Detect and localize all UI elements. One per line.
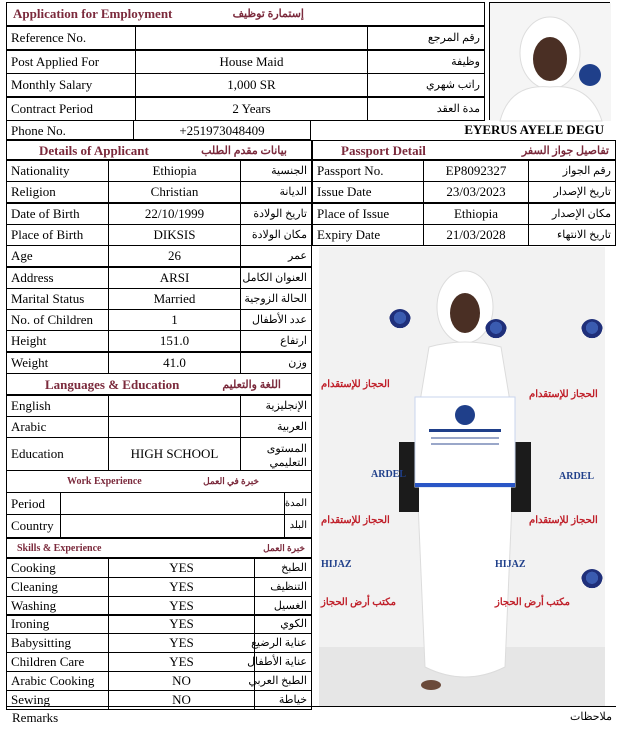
company-logo-icon <box>389 309 411 331</box>
row-label-arabic: تاريخ الانتهاء <box>528 224 616 246</box>
row-label-arabic: الإنجليزية <box>240 395 312 417</box>
work-section-title: Work Experience <box>67 476 142 487</box>
row-label-arabic: تاريخ الولادة <box>240 203 312 225</box>
languages-section-title-arabic: اللغة والتعليم <box>222 379 281 391</box>
company-logo-icon <box>581 569 603 591</box>
row-value: ARSI <box>108 267 241 289</box>
row-label-arabic: التنظيف <box>254 577 312 597</box>
work-section-header <box>6 470 312 492</box>
row-label: Marital Status <box>6 288 109 310</box>
row-value: 22/10/1999 <box>108 203 241 225</box>
row-value: Christian <box>108 181 241 203</box>
applicant-full-photo <box>319 247 605 706</box>
row-label: Children Care <box>6 652 109 672</box>
row-value: NO <box>108 690 255 710</box>
row-label-arabic: مكان الولادة <box>240 224 312 246</box>
row-label-arabic: المستوى التعليمي <box>240 437 312 471</box>
row-value <box>135 26 368 50</box>
phone-value: +251973048409 <box>133 120 311 140</box>
form-title: Application for Employment <box>13 6 173 21</box>
applicant-section-title-arabic: بيانات مقدم الطلب <box>201 145 287 157</box>
row-label: Cooking <box>6 558 109 578</box>
languages-section-header <box>6 373 312 395</box>
row-value <box>108 416 241 438</box>
row-label-arabic: عناية الأطفال <box>254 652 312 672</box>
header-bar <box>6 2 485 26</box>
row-label-arabic: وزن <box>240 352 312 374</box>
banner-text-arabic: الحجاز للإستقدام <box>321 379 390 390</box>
row-label-arabic: عناية الرضيع <box>254 633 312 653</box>
banner-text-office-arabic: مكتب أرض الحجاز <box>321 597 397 608</box>
row-label: Reference No. <box>6 26 136 50</box>
row-label-arabic: راتب شهري <box>367 73 485 97</box>
row-value: YES <box>108 614 255 634</box>
row-label: Arabic <box>6 416 109 438</box>
row-label: Height <box>6 330 109 352</box>
row-value: YES <box>108 577 255 597</box>
banner-text-hijaz: HIJAZ <box>321 559 352 570</box>
row-value <box>60 514 285 538</box>
row-label-arabic: الطبخ <box>254 558 312 578</box>
passport-section-title: Passport Detail <box>341 143 426 158</box>
row-label-arabic: رقم الجواز <box>528 160 616 182</box>
banner-text-ardel: ARDEL <box>371 469 407 480</box>
row-label-arabic: الطبخ العربي <box>254 671 312 691</box>
row-value: 2 Years <box>135 97 368 121</box>
row-label-arabic: العنوان الكامل <box>240 267 312 289</box>
skills-section-header <box>6 538 312 558</box>
row-value: 41.0 <box>108 352 241 374</box>
row-label: No. of Children <box>6 309 109 331</box>
row-label: Arabic Cooking <box>6 671 109 691</box>
row-label: Post Applied For <box>6 50 136 74</box>
row-value: Married <box>108 288 241 310</box>
row-value: DIKSIS <box>108 224 241 246</box>
row-value: 26 <box>108 245 241 267</box>
row-label-arabic: ارتفاع <box>240 330 312 352</box>
banner-text-arabic: الحجاز للإستقدام <box>529 389 598 400</box>
phone-label: Phone No. <box>6 120 134 140</box>
banner-text-arabic: الحجاز للإستقدام <box>321 515 390 526</box>
row-label: Place of Issue <box>312 203 424 225</box>
applicant-section-title: Details of Applicant <box>39 143 149 158</box>
row-value: 21/03/2028 <box>423 224 529 246</box>
row-value <box>108 395 241 417</box>
banner-text-hijaz: HIJAZ <box>495 559 526 570</box>
row-value: 23/03/2023 <box>423 181 529 203</box>
row-label: Nationality <box>6 160 109 182</box>
passport-section-title-arabic: تفاصيل جواز السفر <box>521 145 609 157</box>
banner-text-office-arabic: مكتب أرض الحجاز <box>495 597 571 608</box>
row-value: House Maid <box>135 50 368 74</box>
row-value: HIGH SCHOOL <box>108 437 241 471</box>
row-label-arabic: الكوي <box>254 614 312 634</box>
row-label: Babysitting <box>6 633 109 653</box>
row-label-arabic: وظيفة <box>367 50 485 74</box>
row-value: 1 <box>108 309 241 331</box>
form-title-arabic: إستمارة توظيف <box>232 8 304 20</box>
row-label-arabic: الغسيل <box>254 596 312 616</box>
row-label-arabic: تاريخ الإصدار <box>528 181 616 203</box>
applicant-section-header <box>6 140 312 160</box>
remarks-row <box>6 706 616 728</box>
row-value: YES <box>108 652 255 672</box>
row-label-arabic: الديانة <box>240 181 312 203</box>
row-value: NO <box>108 671 255 691</box>
row-value: 1,000 SR <box>135 73 368 97</box>
row-value: YES <box>108 558 255 578</box>
row-label: Place of Birth <box>6 224 109 246</box>
row-label: Address <box>6 267 109 289</box>
applicant-name: EYERUS AYELE DEGU <box>464 122 604 137</box>
row-label: Issue Date <box>312 181 424 203</box>
remarks-label-arabic: ملاحظات <box>570 711 612 723</box>
row-value: Ethiopia <box>108 160 241 182</box>
row-label: Country <box>6 514 61 538</box>
row-label: Education <box>6 437 109 471</box>
banner-text-ardel: ARDEL <box>559 471 595 482</box>
row-label-arabic: رقم المرجع <box>367 26 485 50</box>
row-label-arabic: عمر <box>240 245 312 267</box>
row-value: YES <box>108 596 255 616</box>
row-value: Ethiopia <box>423 203 529 225</box>
passport-section-header <box>312 140 616 160</box>
work-section-title-arabic: خبرة في العمل <box>203 476 259 486</box>
row-label-arabic: المدة <box>284 492 312 515</box>
row-label: Period <box>6 492 61 515</box>
skills-section-title: Skills & Experience <box>17 543 102 554</box>
row-label: Washing <box>6 596 109 616</box>
row-label-arabic: عدد الأطفال <box>240 309 312 331</box>
row-label: Expiry Date <box>312 224 424 246</box>
row-value: 151.0 <box>108 330 241 352</box>
languages-section-title: Languages & Education <box>45 377 180 392</box>
row-value: YES <box>108 633 255 653</box>
row-label: Ironing <box>6 614 109 634</box>
row-label: Date of Birth <box>6 203 109 225</box>
remarks-label: Remarks <box>12 710 59 725</box>
row-value <box>60 492 285 515</box>
row-value: EP8092327 <box>423 160 529 182</box>
company-logo-icon <box>485 319 507 341</box>
row-label: Monthly Salary <box>6 73 136 97</box>
row-label-arabic: الحالة الزوجية <box>240 288 312 310</box>
row-label: Passport No. <box>312 160 424 182</box>
row-label: Sewing <box>6 690 109 710</box>
row-label-arabic: العربية <box>240 416 312 438</box>
applicant-portrait <box>489 2 610 120</box>
row-label-arabic: مدة العقد <box>367 97 485 121</box>
row-label: Cleaning <box>6 577 109 597</box>
row-label: English <box>6 395 109 417</box>
row-label-arabic: خياطة <box>254 690 312 710</box>
row-label-arabic: البلد <box>284 514 312 538</box>
row-label: Weight <box>6 352 109 374</box>
row-label: Contract Period <box>6 97 136 121</box>
row-label: Religion <box>6 181 109 203</box>
row-label: Age <box>6 245 109 267</box>
row-label-arabic: مكان الإصدار <box>528 203 616 225</box>
banner-text-arabic: الحجاز للإستقدام <box>529 515 598 526</box>
company-logo-icon <box>581 319 603 341</box>
row-label-arabic: الجنسية <box>240 160 312 182</box>
skills-section-title-arabic: خبرة العمل <box>263 543 305 553</box>
